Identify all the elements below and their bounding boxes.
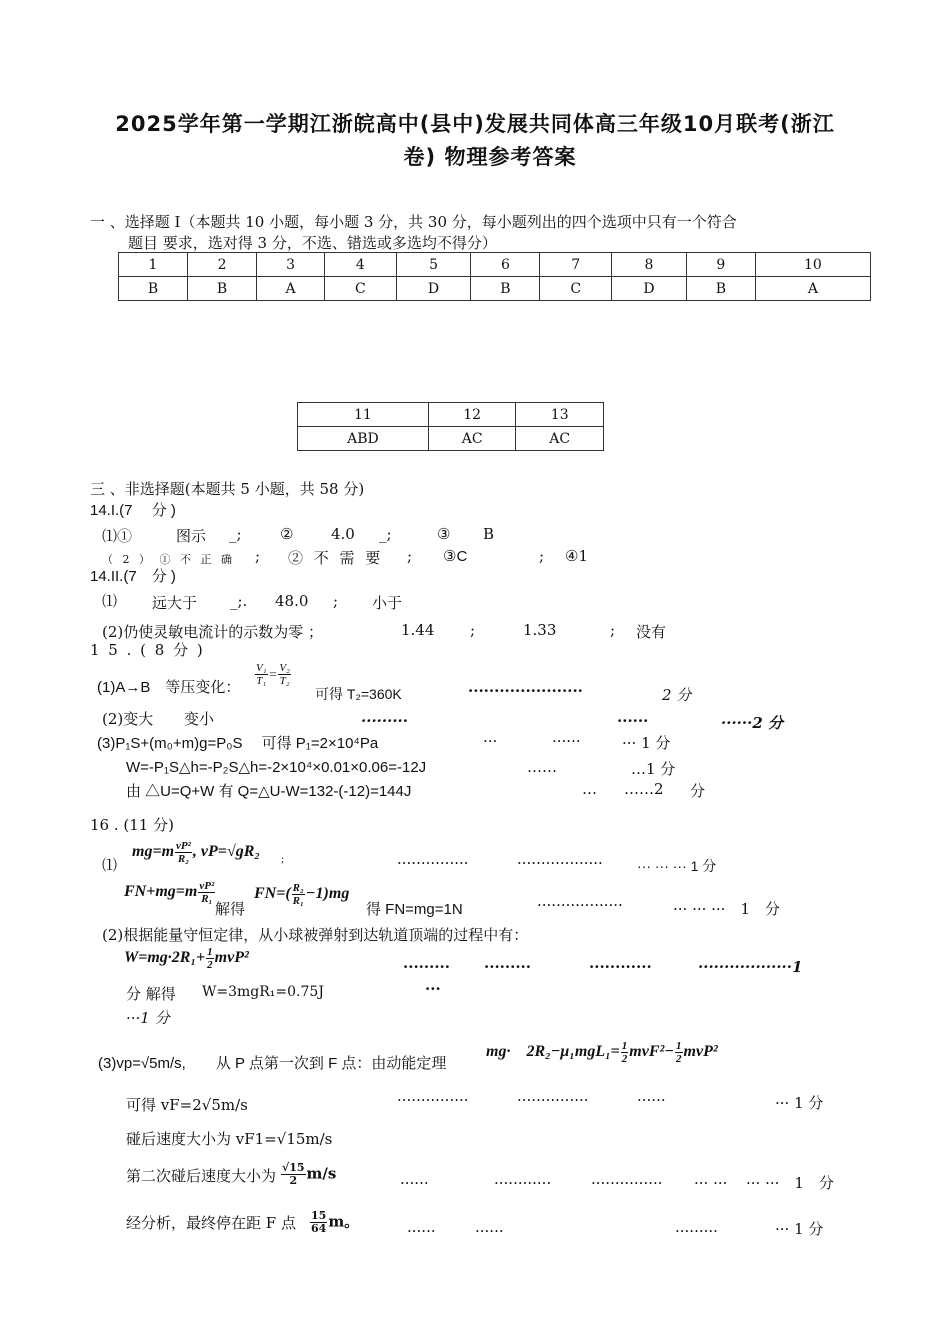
- table-cell: 2: [188, 253, 257, 277]
- q15-l5-dots1: …: [582, 780, 597, 798]
- q15-l4-a: W=-P₁S△h=-P₂S△h=-2×10⁴×0.01×0.06=-12J: [126, 759, 427, 776]
- q15-l1-a: (1)A→B 等压变化：: [97, 679, 241, 696]
- q16-heading: 16 . (11 分): [90, 816, 174, 834]
- table-cell: B: [119, 277, 188, 301]
- q14I-l2-g: ④1: [565, 547, 588, 565]
- q14I-heading: 14.I.(7 分 ): [90, 502, 176, 519]
- frac-den: 2: [621, 1052, 628, 1065]
- answer-table-2: [297, 402, 604, 451]
- eq-part: , vP=√gR₂: [192, 843, 260, 861]
- eq-part: −1)mg: [305, 885, 350, 903]
- q15-l5-a: 由 △U=Q+W 有 Q=△U-W=132-(-12)=144J: [126, 783, 412, 800]
- q15-l1-score: 2 分: [662, 686, 692, 704]
- q16-p1-label: ⑴: [102, 856, 118, 874]
- frac-num: vP²: [199, 880, 215, 892]
- q16-p3-a: (3)vp=√5m/s, 从 P 点第一次到 F 点：由动能定理: [98, 1055, 447, 1072]
- q16-p3b-score: ··· 1 分: [775, 1094, 824, 1112]
- q14I-l1-f: _;: [379, 525, 392, 543]
- frac-sqrt15-2: [281, 1162, 306, 1187]
- q16-p1-eq: [132, 840, 260, 865]
- q16-p2-dots4: ··················1: [698, 958, 803, 976]
- q16-p1b-dots: ··················: [537, 896, 623, 914]
- frac-vp2-r1: [198, 880, 215, 905]
- frac-den: R₂: [177, 853, 190, 865]
- table-cell: 6: [471, 253, 540, 277]
- q16-p3e-frac: [309, 1210, 359, 1235]
- q16-p3d-frac: [280, 1162, 336, 1187]
- table-cell: 5: [396, 253, 471, 277]
- q14I-l2-e: ③C: [443, 548, 468, 565]
- q14II-l2-c: ;: [470, 621, 476, 639]
- doc-title-line2: 卷) 物理参考答案: [403, 145, 577, 169]
- q14I-l2-d: ;: [407, 547, 413, 565]
- eq-part: mvP²: [683, 1043, 718, 1060]
- frac-num: V₁: [256, 662, 267, 674]
- q16-p1b-eq2: [254, 882, 349, 907]
- q15-l3-score: ··· 1 分: [622, 734, 671, 752]
- table-cell: A: [755, 277, 870, 301]
- frac-num: 1: [676, 1039, 682, 1052]
- frac-den: T₁: [256, 675, 267, 687]
- q16-p1-dots1: ···············: [397, 854, 469, 872]
- q14II-l1-f: 小于: [372, 594, 403, 612]
- section1-heading: 一 、选择题 I（本题共 10 小题，每小题 3 分，共 30 分，每小题列出的四个选项中只有一个符合: [90, 213, 737, 231]
- table-cell: B: [188, 277, 257, 301]
- q14II-l2-f: 没有: [636, 623, 667, 641]
- eq-part: mg=m: [132, 843, 175, 861]
- q15-l1-b: 可得 T₂=360K: [315, 686, 402, 702]
- q16-p3-eq: [486, 1038, 718, 1065]
- unit: m。: [328, 1212, 360, 1231]
- table-cell: B: [686, 277, 755, 301]
- q14II-l2-e: ;: [610, 621, 616, 639]
- eq-part: FN=(: [254, 885, 291, 903]
- q14II-l1-d: 48.0: [275, 592, 309, 610]
- q14II-l2-b: 1.44: [401, 621, 435, 639]
- frac-r2-r1: [292, 882, 305, 907]
- q15-l2-b: 变小: [184, 710, 215, 728]
- q15-heading: 1 5 . ( 8 分 ): [90, 641, 205, 659]
- q16-p2-dots3: ············: [589, 958, 652, 976]
- frac-v1-t1: [255, 662, 268, 687]
- frac-num: 1: [207, 946, 213, 958]
- q16-p2-eq: [124, 946, 249, 971]
- table-cell: C: [540, 277, 612, 301]
- q14I-l1-c: _;: [229, 525, 242, 543]
- q14I-l2-b: ;: [255, 547, 261, 565]
- table-row: [298, 403, 604, 427]
- q15-l3-dots1: ···: [483, 732, 498, 750]
- section3-heading: 三 、非选择题(本题共 5 小题，共 58 分): [90, 480, 365, 498]
- table-cell: AC: [516, 427, 604, 451]
- q16-p1-score: ··· ··· ··· 1 分: [637, 858, 717, 874]
- q16-p2-dots2: ·········: [484, 958, 531, 976]
- eq-part: mg· 2R₂−μ₁mgL₁=: [486, 1043, 620, 1060]
- frac-den: T₂: [279, 675, 290, 687]
- frac-den: 2: [676, 1052, 682, 1065]
- table-row: [298, 427, 604, 451]
- table-cell: A: [257, 277, 325, 301]
- q14I-l1-e: 4.0: [331, 525, 355, 543]
- frac-half: [621, 1040, 629, 1065]
- doc-title-line1: 2025学年第一学期江浙皖高中(县中)发展共同体高三年级10月联考(浙江: [115, 112, 835, 136]
- q14II-l2-a: (2)仍使灵敏电流计的示数为零 ；: [102, 623, 324, 641]
- q16-p1-semi: ;: [281, 854, 285, 865]
- frac-num: 1: [621, 1039, 628, 1052]
- table-cell: 8: [612, 253, 687, 277]
- q16-p3e-a: 经分析，最终停在距 F 点: [126, 1214, 296, 1232]
- frac-den: 2: [207, 959, 213, 971]
- eq-part: FN+mg=m: [124, 883, 198, 901]
- frac-half: [675, 1040, 683, 1065]
- frac-den: R₁: [201, 893, 213, 905]
- eq-part: W=mg·2R₁+: [124, 949, 206, 967]
- q15-l3-a: (3)P₁S+(m₀+m)g=P₀S 可得 P₁=2×10⁴Pa: [97, 735, 379, 752]
- q14I-l1-g: ③: [437, 525, 451, 543]
- q16-p1b-eq1: [124, 880, 216, 905]
- q16-p3d-dots2: ············: [494, 1174, 552, 1192]
- table-cell: 3: [257, 253, 325, 277]
- frac-15-64: [310, 1210, 327, 1235]
- frac-half: [206, 946, 214, 971]
- table-cell: 11: [298, 403, 429, 427]
- q16-p2-head: (2)根据能量守恒定律，从小球被弹射到达轨道顶端的过程中有：: [102, 926, 529, 944]
- q16-p3e-dots1: ······: [407, 1222, 436, 1240]
- q14I-l2-a: （ 2 ） ① 不 正 确: [102, 553, 235, 566]
- frac-num: R₂: [292, 882, 304, 894]
- q16-p2c: ···1 分: [126, 1009, 170, 1027]
- section1-heading-cont: 题目 要求，选对得 3 分，不选、错选或多选均不得分）: [128, 234, 497, 252]
- q14I-l1-h: B: [483, 525, 495, 543]
- q16-p3d-score: ··· ··· 1 分: [746, 1174, 834, 1192]
- q14I-l1-d: ②: [280, 525, 294, 543]
- frac-num: V₂: [279, 662, 290, 674]
- table-row: [119, 253, 871, 277]
- table-cell: 10: [755, 253, 870, 277]
- q15-l1-dots: ······················: [468, 682, 583, 700]
- frac-den: 2: [289, 1174, 298, 1187]
- table-cell: B: [471, 277, 540, 301]
- unit: m/s: [306, 1164, 337, 1183]
- table-cell: 4: [325, 253, 397, 277]
- table-cell: 1: [119, 253, 188, 277]
- q14I-l2-c: ② 不 需 要: [288, 549, 384, 567]
- frac-den: R₁: [292, 895, 304, 907]
- q15-l4-score: …1 分: [631, 760, 676, 778]
- frac-num: √15: [282, 1161, 305, 1174]
- table-row: [119, 277, 871, 301]
- table-cell: D: [396, 277, 471, 301]
- q14II-l1-e: ;: [333, 592, 339, 610]
- table-cell: ABD: [298, 427, 429, 451]
- q16-p3d-dots4: ··· ···: [694, 1174, 728, 1192]
- q16-p3b: 可得 vF=2√5m/s: [126, 1096, 248, 1114]
- frac-num: 15: [311, 1209, 327, 1222]
- q16-p3e-dots2: ······: [475, 1222, 504, 1240]
- frac-vp2-r2: [175, 840, 192, 865]
- frac-num: vP²: [176, 840, 191, 852]
- q14II-l1-b: 远大于: [152, 594, 198, 612]
- q15-l5-dots2: ……2: [624, 780, 664, 798]
- table-cell: 12: [428, 403, 516, 427]
- q15-l3-dots2: ······: [552, 732, 581, 750]
- q16-p1b-score: ··· ··· ··· 1 分: [673, 900, 780, 918]
- q16-p2b-dots: ···: [425, 980, 441, 998]
- q16-p3b-dots3: ······: [637, 1091, 666, 1109]
- q16-p3b-dots2: ···············: [517, 1091, 589, 1109]
- frac-v2-t2: [278, 662, 291, 687]
- q15-l2-dots3: ······2 分: [721, 714, 783, 732]
- table-cell: D: [612, 277, 687, 301]
- q15-l2-a: (2)变大: [102, 710, 154, 728]
- q16-p3d-dots1: ······: [400, 1174, 429, 1192]
- eq-part: mvP²: [214, 949, 249, 967]
- q16-p1b-t1: 解得: [215, 900, 246, 918]
- q16-p1b-t2: 得 FN=mg=1N: [366, 901, 463, 918]
- q14II-l2-d: 1.33: [523, 621, 557, 639]
- q14I-l1-a: ⑴①: [102, 527, 133, 545]
- q16-p3b-dots1: ···············: [397, 1091, 469, 1109]
- q16-p2b-a: 分 解得: [126, 985, 176, 1003]
- q16-p3d-dots3: ···············: [591, 1174, 663, 1192]
- q15-l4-dots: ……: [527, 758, 557, 776]
- table-cell: 13: [516, 403, 604, 427]
- q16-p3c: 碰后速度大小为 vF1=√15m/s: [126, 1130, 333, 1148]
- q14II-l1-c: _;.: [230, 592, 248, 610]
- q14II-heading: 14.II.(7 分 ): [90, 568, 176, 585]
- q15-l2-dots2: ······: [617, 712, 649, 730]
- table-cell: AC: [428, 427, 516, 451]
- answer-table-1: [118, 252, 871, 301]
- table-cell: C: [325, 277, 397, 301]
- q16-p3d-a: 第二次碰后速度大小为: [126, 1167, 277, 1185]
- q15-l1-eq: $\frac{\text{V₁}}{\text{T₁}}$ = $\frac{\text{V₂}}{\text{T₂}}$: [256, 662, 290, 687]
- q15-l2-dots1: ·········: [361, 712, 408, 730]
- eq-part: mvF²−: [629, 1043, 675, 1060]
- q16-p3e-score: ··· 1 分: [775, 1220, 824, 1238]
- q15-l5-score: 分: [690, 782, 706, 800]
- table-cell: 7: [540, 253, 612, 277]
- q14I-l2-f: ;: [539, 547, 545, 565]
- q14I-l1-b: 图示: [176, 527, 207, 545]
- frac-den: 64: [311, 1222, 327, 1235]
- q16-p2-dots1: ·········: [403, 958, 450, 976]
- q16-p3e-dots3: ·········: [675, 1222, 718, 1240]
- table-cell: 9: [686, 253, 755, 277]
- q14II-l1-a: ⑴: [102, 592, 118, 610]
- q16-p1-dots2: ··················: [517, 854, 603, 872]
- q16-p2b-b: W=3mgR₁=0.75J: [202, 984, 324, 1000]
